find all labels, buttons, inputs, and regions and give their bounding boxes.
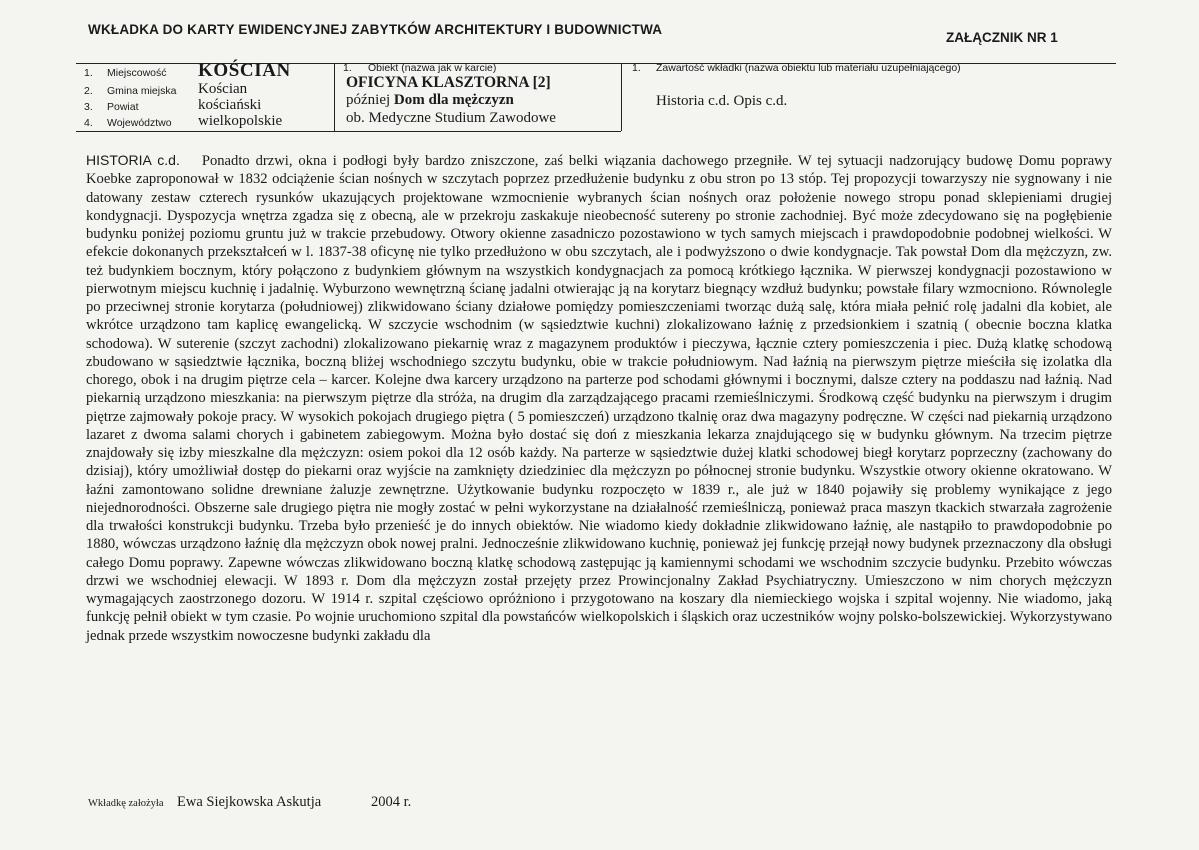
location-num-3: 3. <box>84 101 93 113</box>
location-value-commune: Kościan <box>198 81 248 97</box>
location-num-2: 2. <box>84 85 93 97</box>
footer-year: 2004 r. <box>371 794 412 810</box>
form-divider-2 <box>621 63 622 131</box>
contents-value: Historia c.d. Opis c.d. <box>656 93 788 109</box>
object-num: 1. <box>343 62 352 74</box>
form-bottom-line <box>76 131 621 132</box>
location-label-town: Miejscowość <box>107 67 167 79</box>
annex-label: ZAŁĄCZNIK NR 1 <box>946 30 1058 45</box>
location-value-voivodeship: wielkopolskie <box>198 113 283 129</box>
object-current-use: ob. Medyczne Studium Zawodowe <box>346 110 556 126</box>
object-label: Obiekt (nazwa jak w karcie) <box>368 62 497 74</box>
object-name: OFICYNA KLASZTORNA [2] <box>346 74 551 91</box>
location-num-1: 1. <box>84 67 93 79</box>
form-divider-1 <box>334 63 335 131</box>
object-later-name <box>346 92 514 109</box>
location-value-county: kościański <box>198 97 262 113</box>
footer-author-name: Ewa Siejkowska Askutja <box>177 794 322 810</box>
history-paragraph: Ponadto drzwi, okna i podłogi były bardzo zniszczone, zaś belki wiązania dachowego przegniłe. W tej sytuacji nadzorujący budowę Domu poprawy Koebke zaproponował w 1832 odciążenie ścian nośnych w szczytach poprzez przedłużenie budynku z obu stron po 13 stóp. Tej propozycji towarzyszy nie sygnowany i nie datowany zestaw czterech rysunków ukazujących projektowane wzmocnienie wybranych ścian nośnych oraz położenie nowego stropu ponad sklepieniami drugiej kondygnacji. Dyspozycja wnętrza zgadza się z obecną, ale w przekroju zaskakuje nieobecność sutereny po stronie zachodniej. Być może zdecydowano się na pogłębienie budynku poniżej poziomu gruntu już w trakcie przebudowy. Otwory okienne zasadniczo pozostawiono w tych samych miejscach i prawdopodobnie podobnej wielkości. W efekcie dokonanych przekształceń w l. 1837-38 oficynę nie tylko przedłużono w obu szczytach, ale i podwyższono o dwie kondygnacje. Tak powstał Dom dla mężczyzn, zw. też budynkiem bocznym, który połączono z budynkiem głównym na wszystkich kondygnacjach za pomocą krótkiego łącznika. W pierwszej kondygnacji pozostawiono w pierwotnym miejscu kuchnię i jadalnię. Wyburzono wewnętrzną ścianę jadalni otwierając ją na korytarz biegnący wzdłuż budynku; powstałe filary wzmocniono. Równolegle po przeciwnej stronie korytarza (południowej) zlikwidowano ściany działowe pomiędzy pomieszczeniami tworząc dużą salę, która miała pełnić rolę jadalni dla kobiet, ale wkrótce urządzono tam kaplicę ewangelicką. W szczycie wschodnim (w sąsiedztwie kuchni) zlokalizowano łaźnię z przedsionkiem i szatnią ( obecnie boczna klatka schodowa). W suterenie (szczyt zachodni) zlokalizowano piekarnię wraz z magazynem produktów i pieczywa, łącznie cztery pomieszczenia i piec. Dużą klatkę schodową zbudowano w sąsiedztwie łącznika, boczną bliżej wschodniego szczytu budynku, obie w trakcie południowym. Nad łaźnią na pierwszym piętrze mieściła się izolatka dla chorego, obok i na drugim piętrze cela – karcer. Kolejne dwa karcery urządzono na parterze pod schodami głównymi i bocznymi, dalsze cztery na poddaszu nad łaźnią. Nad piekarnią urządzono mieszkania: na pierwszym piętrze dla stróża, na drugim dla zarządzającego pracami rzemieślniczymi. Środkową część budynku na pierwszym i drugim piętrze zajmowały pokoje pracy. W wysokich pokojach drugiego piętra ( 5 pomieszczeń) urządzono tkalnię oraz dwa magazyny podręczne. W części nad piekarnią urządzono lazaret z dwoma salami chorych i gabinetem zabiegowym. Można było dostać się doń z mieszkania lekarza znajdującego się w budynku głównym. Na trzecim piętrze znajdowały się izby mieszkalne dla mężczyzn: osiem pokoi dla 12 osób każdy. Na parterze w sąsiedztwie dużej klatki schodowej biegł korytarz poprzeczny (zachowany do dzisiaj), który umożliwiał dostęp do piekarni oraz wyjście na zamknięty dziedziniec dla mężczyzn po północnej stronie budynku. Wszystkie otwory okienne okratowano. W łaźni zamontowano solidne drewniane żaluzje zewnętrzne. Użytkowanie budynku rozpoczęto w 1839 r., ale już w 1840 pojawiły się problemy wynikające z jego niejednorodności. Obszerne sale drugiego piętra nie mogły zostać w pełni wykorzystane na działalność rzemieślniczą, ponieważ praca maszyn tkackich stwarzała zagrożenie dla trwałości konstrukcji budynku. Trzeba było przenieść je do innych obiektów. Nie wiadomo kiedy dokładnie zlikwidowano łaźnię, ale nastąpiło to prawdopodobnie po 1880, wówczas urządzono łaźnię dla mężczyzn obok nowej pralni. Jednocześnie zlikwidowano kuchnię, ponieważ jej funkcję przejął nowy budynek przeznaczony dla obsługi całego Domu poprawy. Zapewne wówczas zlikwidowano boczną klatkę schodową zastępując ją kamiennymi schodami we wschodnim szczycie budynku. Przebito wówczas drzwi we wschodniej elewacji. W 1893 r. Dom dla mężczyzn został przejęty przez Prowincjonalny Zakład Psychiatryczny. Umieszczono w nim chorych mężczyzn wymagających zaostrzonego dozoru. W 1914 r. szpital częściowo opróżniono i przygotowano na koszary dla niemieckiego wojska i szpital wojenny. Nie wiadomo, jaką funkcję pełnił obiekt w tym czasie. Po wojnie uruchomiono szpital dla powstańców wielkopolskich i śląskich oraz uczestników wojny polsko-bolszewickiej. Wykorzystywano jednak przede wszystkim nowoczesne budynki zakładu dla <box>86 153 1113 644</box>
history-heading: HISTORIA c.d. <box>86 152 180 168</box>
footer-author-label: Wkładkę założyła <box>88 798 164 809</box>
contents-label: Zawartość wkładki (nazwa obiektu lub materiału uzupełniającego) <box>656 62 961 74</box>
contents-num: 1. <box>632 62 641 74</box>
document-title: WKŁADKA DO KARTY EWIDENCYJNEJ ZABYTKÓW ARCHITEKTURY I BUDOWNICTWA <box>88 22 663 37</box>
object-later-prefix: później <box>346 92 394 108</box>
location-label-voivodeship: Województwo <box>107 117 172 129</box>
location-value-town: KOŚCIAN <box>198 60 291 81</box>
location-num-4: 4. <box>84 117 93 129</box>
location-label-county: Powiat <box>107 101 139 113</box>
history-text <box>86 151 1112 645</box>
location-label-commune: Gmina miejska <box>107 85 177 97</box>
object-later-title: Dom dla mężczyzn <box>393 92 514 108</box>
